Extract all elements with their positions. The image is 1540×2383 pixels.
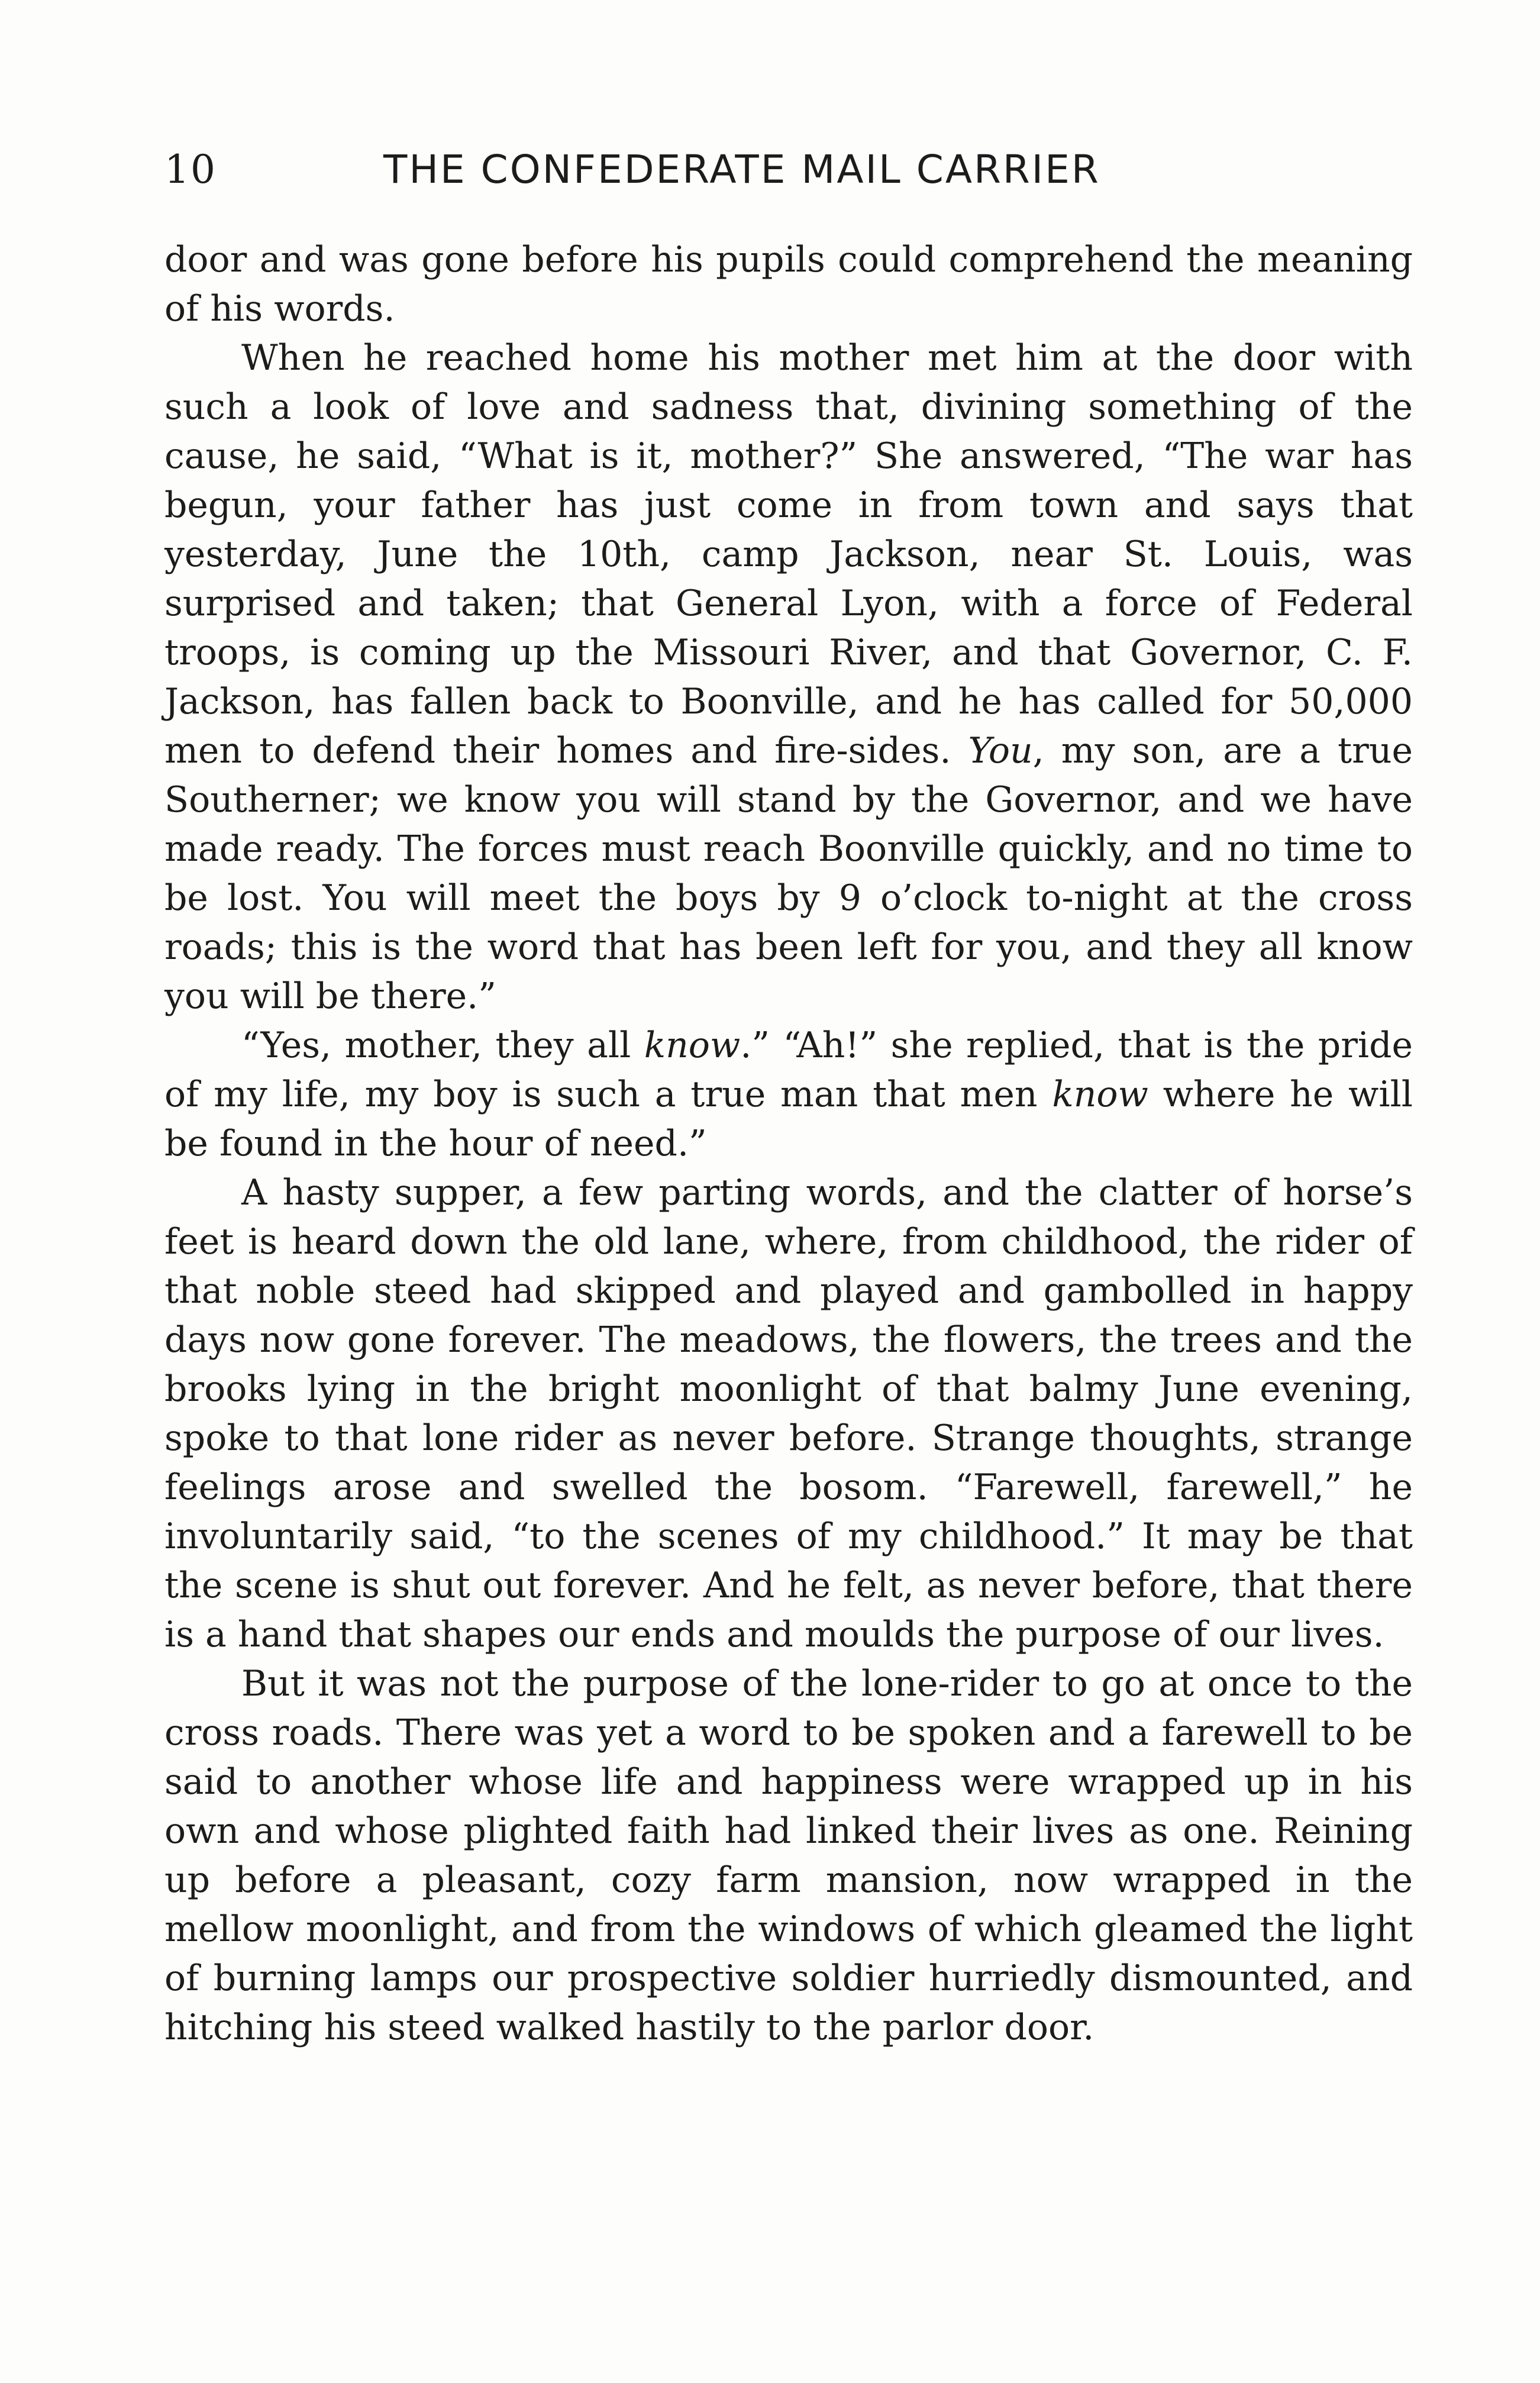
page-number: 10	[164, 147, 217, 192]
page-header	[164, 147, 1425, 200]
paragraph	[164, 1659, 1413, 2052]
paragraph	[164, 235, 1413, 334]
paragraph-text: But it was not the purpose of the lone-rider to go at once to the cross roads. There was yet a word to be spoken and a farewell to be said to another whose life and happiness were wrapped up in his own and whose plighted faith had linked their lives as one. Reining up before a pleasant, cozy farm mansion, now wrapped in the mellow moonlight, and from the windows of which gleamed the light of burning lamps our prospective soldier hurriedly dismounted, and hitching his steed walked hastily to the parlor door.	[164, 1663, 1413, 2048]
italic-text: know	[644, 1025, 741, 1066]
paragraph-text: , my son, are a true Southerner; we know you will stand by the Governor, and we have made ready. The forces must reach Boonville quickly, and no time to be lost. You will meet the boys by 9 o’clock to-night at the cross roads; this is the word that has been left for you, and they all know you will be there.”	[164, 730, 1413, 1017]
italic-text: know	[1052, 1074, 1148, 1115]
paragraph-text: A hasty supper, a few parting words, and the clatter of horse’s feet is heard down the old lane, where, from childhood, the rider of that noble steed had skipped and played and gambolled in happy days now gone forever. The meadows, the flowers, the trees and the brooks lying in the bright moonlight of that balmy June evening, spoke to that lone rider as never before. Strange thoughts, strange feelings arose and swelled the bosom. “Farewell, farewell,” he involuntarily said, “to the scenes of my childhood.” It may be that the scene is shut out forever. And he felt, as never before, that there is a hand that shapes our ends and moulds the purpose of our lives.	[164, 1172, 1413, 1655]
italic-text: You	[968, 730, 1033, 771]
paragraph	[164, 1168, 1413, 1659]
paragraph-text: “Yes, mother, they all	[241, 1025, 644, 1066]
paragraph-text: where he will be found in the hour of need.”	[164, 1074, 1413, 1164]
running-title: THE CONFEDERATE MAIL CARRIER	[383, 147, 1100, 192]
paragraph-text: door and was gone before his pupils could comprehend the meaning of his words.	[164, 239, 1413, 330]
body-text	[164, 235, 1413, 2052]
paragraph	[164, 1021, 1413, 1168]
paragraph-text: When he reached home his mother met him at the door with such a look of love and sadness that, divining something of the cause, he said, “What is it, mother?” She answered, “The war has begun, your father has just come in from town and says that yesterday, June the 10th, camp Jackson, near St. Louis, was surprised and taken; that General Lyon, with a force of Federal troops, is coming up the Missouri River, and that Governor, C. F. Jackson, has fallen back to Boonville, and he has called for 50,000 men to defend their homes and fire-sides.	[164, 337, 1413, 771]
paragraph-text: .” “Ah!” she replied, that is the pride of my life, my boy is such a true man that men	[164, 1025, 1413, 1115]
paragraph	[164, 334, 1413, 1021]
